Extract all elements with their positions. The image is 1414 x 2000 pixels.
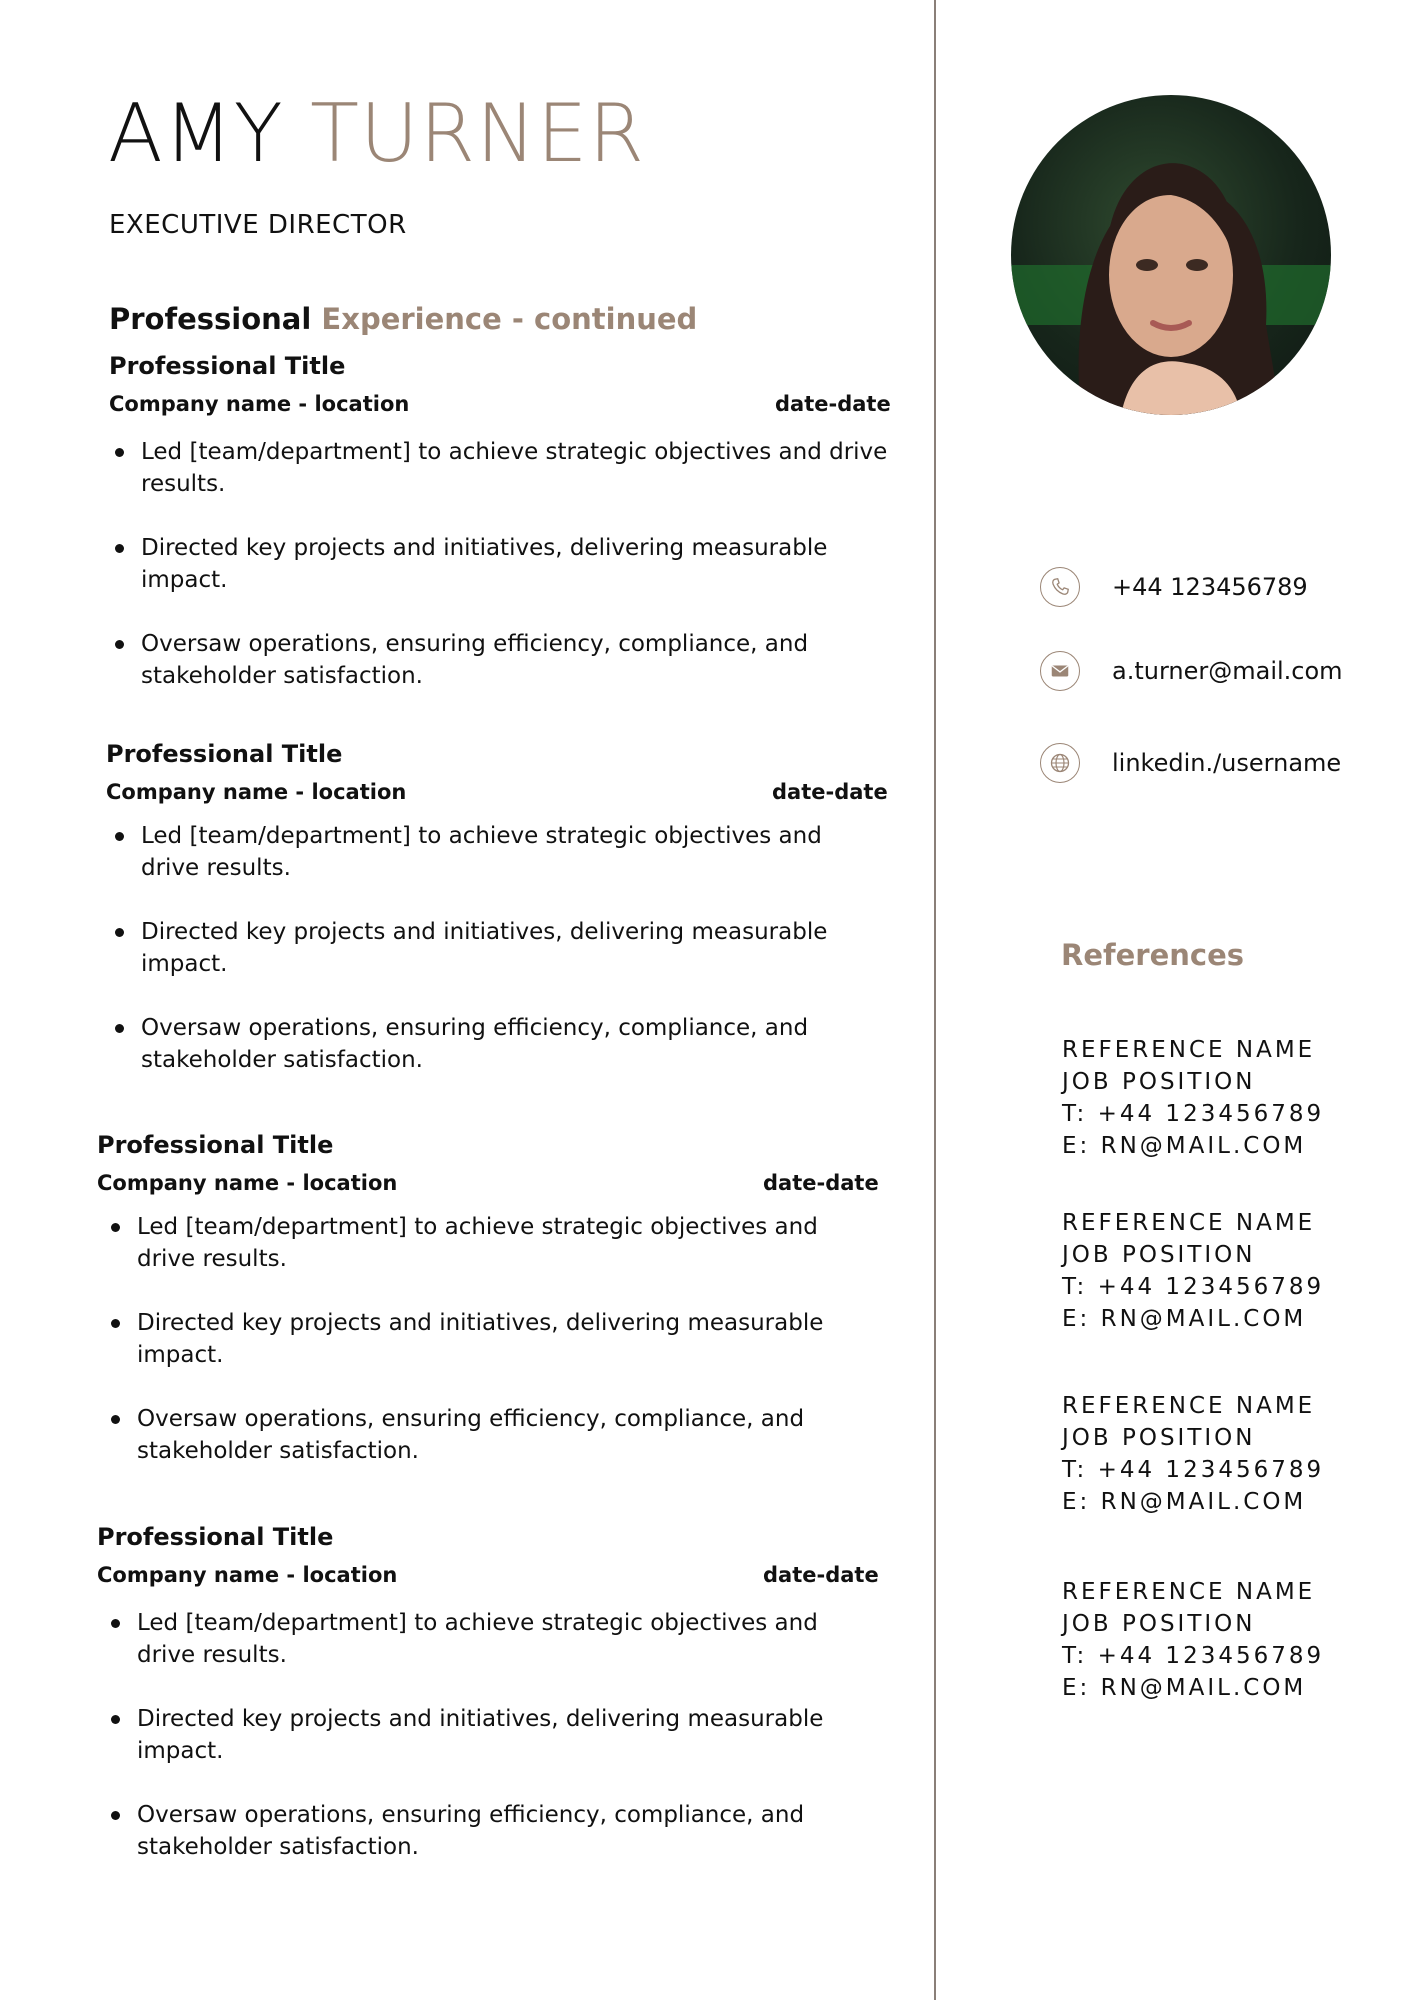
job-bullet: Directed key projects and initiatives, delivering measurable impact. — [105, 1307, 877, 1371]
column-divider — [934, 0, 936, 2000]
linkedin-url: linkedin./username — [1112, 749, 1342, 777]
job-bullet: Directed key projects and initiatives, delivering measurable impact. — [105, 1703, 877, 1767]
email-address: a.turner@mail.com — [1112, 657, 1343, 685]
reference-email: E: RN@MAIL.COM — [1062, 1489, 1307, 1515]
section-title-accent: Experience - continued — [321, 302, 698, 336]
job-title: Professional Title — [106, 740, 343, 768]
phone-icon — [1040, 567, 1080, 607]
job-bullet: Directed key projects and initiatives, delivering measurable impact. — [109, 532, 889, 596]
envelope-icon — [1040, 651, 1080, 691]
reference-name: REFERENCE NAME — [1062, 1210, 1316, 1236]
reference-entry — [1062, 1576, 1324, 1704]
section-title-main: Professional — [109, 302, 312, 336]
job-entry — [109, 352, 889, 724]
job-meta — [97, 1563, 877, 1589]
reference-phone: T: +44 123456789 — [1062, 1101, 1325, 1127]
job-dates: date-date — [772, 780, 888, 804]
job-bullets — [109, 820, 886, 1076]
first-name: AMY — [108, 87, 284, 180]
reference-entry — [1062, 1207, 1324, 1335]
job-bullet: Led [team/department] to achieve strategic objectives and drive results. — [105, 1607, 877, 1671]
reference-position: JOB POSITION — [1062, 1242, 1256, 1268]
job-dates: date-date — [775, 392, 891, 416]
candidate-title: EXECUTIVE DIRECTOR — [109, 210, 407, 240]
reference-position: JOB POSITION — [1062, 1611, 1256, 1637]
job-dates: date-date — [763, 1563, 879, 1587]
reference-position: JOB POSITION — [1062, 1425, 1256, 1451]
job-meta — [109, 392, 889, 418]
phone-number: +44 123456789 — [1112, 573, 1308, 601]
job-meta — [106, 780, 886, 806]
job-bullet: Oversaw operations, ensuring efficiency, compliance, and stakeholder satisfaction. — [109, 1012, 886, 1076]
job-bullet: Led [team/department] to achieve strategic objectives and drive results. — [109, 820, 886, 884]
reference-name: REFERENCE NAME — [1062, 1393, 1316, 1419]
reference-phone: T: +44 123456789 — [1062, 1274, 1325, 1300]
job-dates: date-date — [763, 1171, 879, 1195]
candidate-name — [108, 87, 646, 180]
job-bullet: Oversaw operations, ensuring efficiency, compliance, and stakeholder satisfaction. — [105, 1403, 877, 1467]
reference-phone: T: +44 123456789 — [1062, 1643, 1325, 1669]
job-bullet: Oversaw operations, ensuring efficiency, compliance, and stakeholder satisfaction. — [109, 628, 889, 692]
section-title — [109, 302, 697, 336]
job-bullets — [105, 1607, 877, 1863]
job-entry — [106, 740, 886, 1108]
contact-phone[interactable] — [1040, 567, 1380, 615]
contact-email[interactable] — [1040, 651, 1380, 699]
job-entry — [97, 1131, 877, 1499]
reference-email: E: RN@MAIL.COM — [1062, 1675, 1307, 1701]
job-company: Company name - location — [97, 1563, 398, 1587]
job-bullet: Directed key projects and initiatives, delivering measurable impact. — [109, 916, 886, 980]
job-title: Professional Title — [109, 352, 346, 380]
job-meta — [97, 1171, 877, 1197]
reference-email: E: RN@MAIL.COM — [1062, 1306, 1307, 1332]
job-bullet: Oversaw operations, ensuring efficiency, compliance, and stakeholder satisfaction. — [105, 1799, 877, 1863]
job-company: Company name - location — [97, 1171, 398, 1195]
reference-entry — [1062, 1034, 1324, 1162]
reference-name: REFERENCE NAME — [1062, 1579, 1316, 1605]
profile-photo — [1011, 95, 1331, 415]
reference-name: REFERENCE NAME — [1062, 1037, 1316, 1063]
reference-position: JOB POSITION — [1062, 1069, 1256, 1095]
job-entry — [97, 1523, 877, 1895]
job-bullet: Led [team/department] to achieve strategic objectives and drive results. — [109, 436, 889, 500]
last-name: TURNER — [310, 87, 646, 180]
job-bullet: Led [team/department] to achieve strategic objectives and drive results. — [105, 1211, 877, 1275]
references-title: References — [1061, 938, 1245, 972]
job-bullets — [105, 1211, 877, 1467]
reference-entry — [1062, 1390, 1324, 1518]
job-company: Company name - location — [106, 780, 407, 804]
portrait-illustration — [1011, 95, 1331, 415]
job-bullets — [109, 436, 889, 692]
contact-linkedin[interactable] — [1040, 743, 1380, 791]
reference-phone: T: +44 123456789 — [1062, 1457, 1325, 1483]
globe-icon — [1040, 743, 1080, 783]
job-company: Company name - location — [109, 392, 410, 416]
job-title: Professional Title — [97, 1131, 334, 1159]
job-title: Professional Title — [97, 1523, 334, 1551]
reference-email: E: RN@MAIL.COM — [1062, 1133, 1307, 1159]
